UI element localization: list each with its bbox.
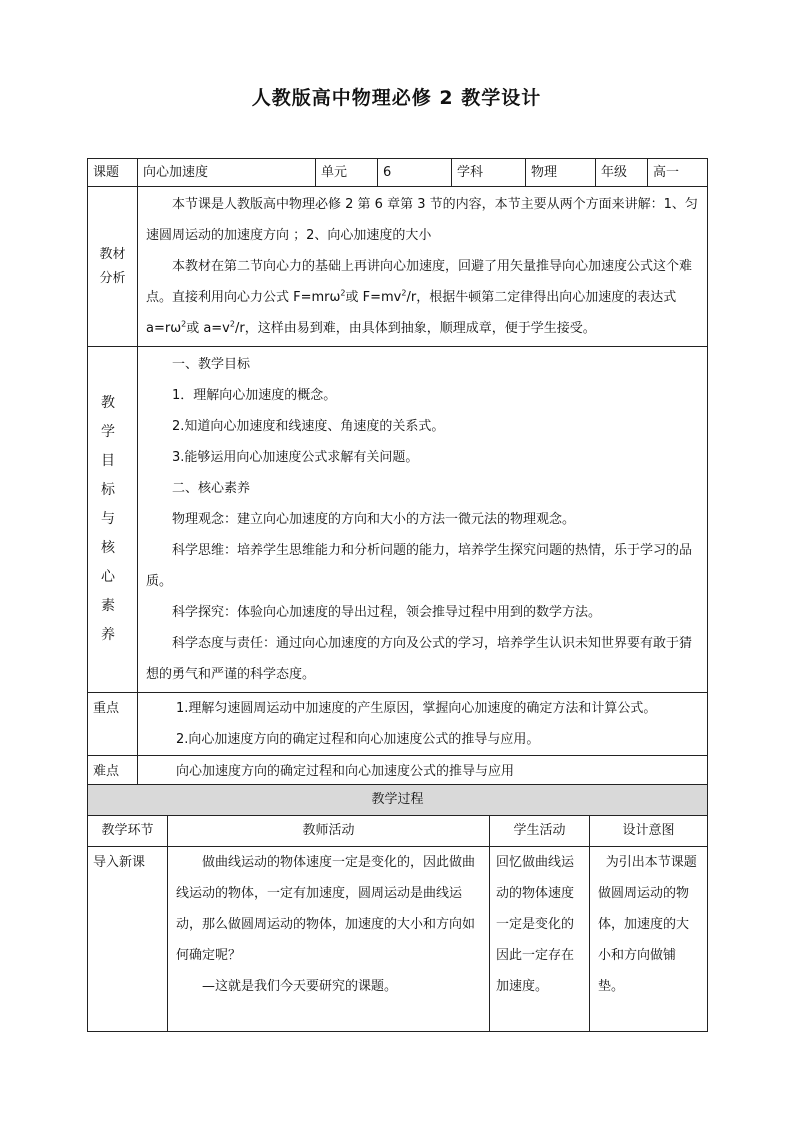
table-row <box>88 847 708 1032</box>
analysis-paragraph-2: 本教材在第二节向心力的基础上再讲向心加速度，回避了用矢量推导向心加速度公式这个难点。直接利用向心力公式 F=mrω$^2$或 $F=mv^2/r$，根据牛顿第二定律得出向心加速度的表达式 $a=r\omega^2$或 $a=v^2/r$，这样由易到难，由具体到抽象，顺理成章，便于学生接受。 <box>146 259 693 336</box>
teacher-activity-paragraph-2: —这就是我们今天要研究的课题。 <box>202 979 398 994</box>
design-intent-cell: 为引出本节课题做圆周运动的物体，加速度的大小和方向做铺垫。 <box>590 847 708 1032</box>
teaching-process-table <box>87 784 708 1032</box>
literacy-4: 科学态度与责任：通过向心加速度的方向及公式的学习，培养学生认识未知世界要有敢于猜想的勇气和严谨的科学态度。 <box>146 636 693 682</box>
goals-row <box>88 347 708 693</box>
key-points-label: 重点 <box>88 693 138 756</box>
topic-label: 课题 <box>88 159 138 187</box>
goal-3: 3.能够运用向心加速度公式求解有关问题。 <box>172 450 419 465</box>
analysis-row <box>88 187 708 347</box>
goals-label: 教学目标与核心素养 <box>88 347 138 693</box>
unit-value: 6 <box>378 159 452 187</box>
literacy-3: 科学探究：体验向心加速度的导出过程，领会推导过程中用到的数学方法。 <box>172 605 602 620</box>
difficulties-content <box>138 756 708 788</box>
subject-value: 物理 <box>526 159 596 187</box>
goal-2: 2.知道向心加速度和线速度、角速度的关系式。 <box>172 419 445 434</box>
difficulties-label: 难点 <box>88 756 138 788</box>
process-title: 教学过程 <box>88 785 708 816</box>
analysis-label: 教材分析 <box>88 187 138 347</box>
lesson-info-table <box>87 158 708 788</box>
stage-cell: 导入新课 <box>88 847 168 1032</box>
difficulty-1: 向心加速度方向的确定过程和向心加速度公式的推导与应用 <box>176 764 515 779</box>
key-point-2: 2.向心加速度方向的确定过程和向心加速度公式的推导与应用。 <box>176 732 540 747</box>
teacher-activity-cell <box>168 847 490 1032</box>
analysis-paragraph-1: 本节课是人教版高中物理必修 2 第 6 章第 3 节的内容，本节主要从两个方面来讲解：1、匀速圆周运动的加速度方向 ；2、向心加速度的大小 <box>146 197 698 243</box>
student-activity-cell: 回忆做曲线运动的物体速度一定是变化的因此一定存在加速度。 <box>490 847 590 1032</box>
key-points-content <box>138 693 708 756</box>
unit-label: 单元 <box>316 159 378 187</box>
process-title-row <box>88 785 708 816</box>
topic-value: 向心加速度 <box>138 159 316 187</box>
header-row <box>88 159 708 187</box>
literacy-2: 科学思维：培养学生思维能力和分析问题的能力，培养学生探究问题的热情，乐于学习的品质。 <box>146 543 693 589</box>
grade-value: 高一 <box>648 159 708 187</box>
column-header-intent: 设计意图 <box>590 816 708 847</box>
subject-label: 学科 <box>452 159 526 187</box>
column-header-stage: 教学环节 <box>88 816 168 847</box>
key-point-1: 1.理解匀速圆周运动中加速度的产生原因，掌握向心加速度的确定方法和计算公式。 <box>176 701 657 716</box>
key-points-row <box>88 693 708 756</box>
analysis-content <box>138 187 708 347</box>
grade-label: 年级 <box>596 159 648 187</box>
difficulties-row <box>88 756 708 788</box>
goals-heading-2: 二、核心素养 <box>172 481 251 496</box>
document-title: 人教版高中物理必修 2 教学设计 <box>251 87 542 109</box>
column-header-student: 学生活动 <box>490 816 590 847</box>
goals-heading-1: 一、教学目标 <box>172 357 251 372</box>
column-header-teacher: 教师活动 <box>168 816 490 847</box>
goals-content <box>138 347 708 693</box>
process-column-headers <box>88 816 708 847</box>
literacy-1: 物理观念：建立向心加速度的方向和大小的方法一微元法的物理观念。 <box>172 512 576 527</box>
goal-1: 1．理解向心加速度的概念。 <box>172 388 337 403</box>
teacher-activity-paragraph-1: 做曲线运动的物体速度一定是变化的，因此做曲线运动的物体，一定有加速度，圆周运动是曲线运动，那么做圆周运动的物体，加速度的大小和方向如何确定呢？ <box>176 855 476 963</box>
